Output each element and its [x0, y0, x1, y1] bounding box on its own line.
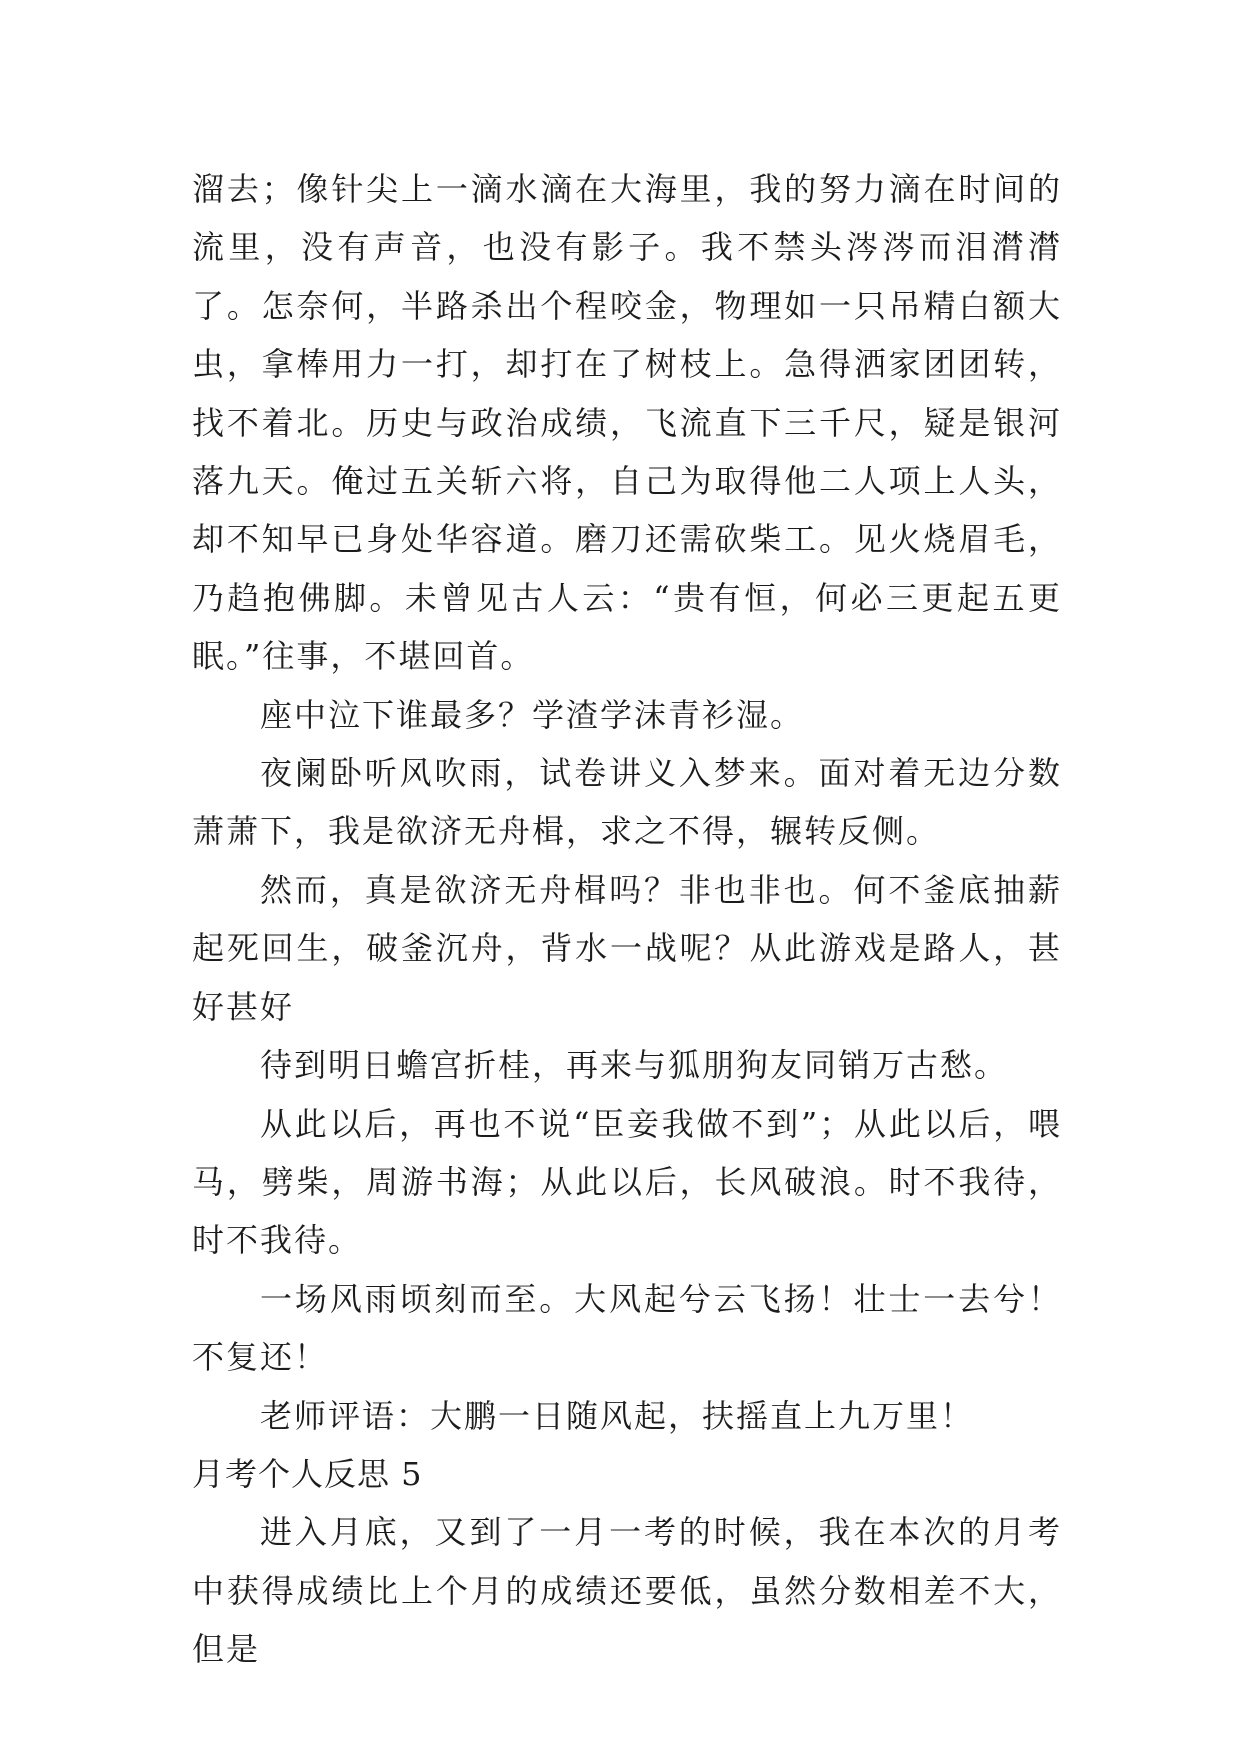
paragraph: 座中泣下谁最多？学渣学沫青衫湿。 [260, 695, 805, 734]
section-heading: 月考个人反思 5 [192, 1454, 423, 1493]
paragraph: 从此以后，再也不说“臣妾我做不到”；从此以后，喂马，劈柴，周游书海；从此以后，长风破浪。时不我待，时不我待。 [192, 1104, 1062, 1260]
paragraph-continuation: 溜去；像针尖上一滴水滴在大海里，我的努力滴在时间的流里，没有声音，也没有影子。我不禁头涔涔而泪潸潸了。怎奈何，半路杀出个程咬金，物理如一只吊精白额大虫，拿棒用力一打，却打在了树枝上。急得洒家团团转，找不着北。历史与政治成绩，飞流直下三千尺，疑是银河落九天。俺过五关斩六将，自己为取得他二人项上人头，却不知早已身处华容道。磨刀还需砍柴工。见火烧眉毛，乃趋抱佛脚。未曾见古人云：“贵有恒，何必三更起五更眠。”往事，不堪回首。 [192, 170, 1062, 676]
paragraph: 夜阑卧听风吹雨，试卷讲义入梦来。面对着无边分数萧萧下，我是欲济无舟楫，求之不得，辗转反侧。 [192, 754, 1062, 851]
paragraph: 进入月底，又到了一月一考的时候，我在本次的月考中获得成绩比上个月的成绩还要低，虽然分数相差不大，但是 [192, 1513, 1062, 1669]
teacher-comment: 老师评语：大鹏一日随风起，扶摇直上九万里！ [260, 1396, 975, 1435]
paragraph: 一场风雨顷刻而至。大风起兮云飞扬！壮士一去兮！不复还！ [192, 1279, 1062, 1377]
paragraph: 然而，真是欲济无舟楫吗？非也非也。何不釜底抽薪起死回生，破釜沉舟，背水一战呢？从此游戏是路人，甚好甚好 [192, 870, 1062, 1026]
document-body [192, 160, 1062, 1679]
paragraph: 待到明日蟾宫折桂，再来与狐朋狗友同销万古愁。 [260, 1046, 1009, 1085]
